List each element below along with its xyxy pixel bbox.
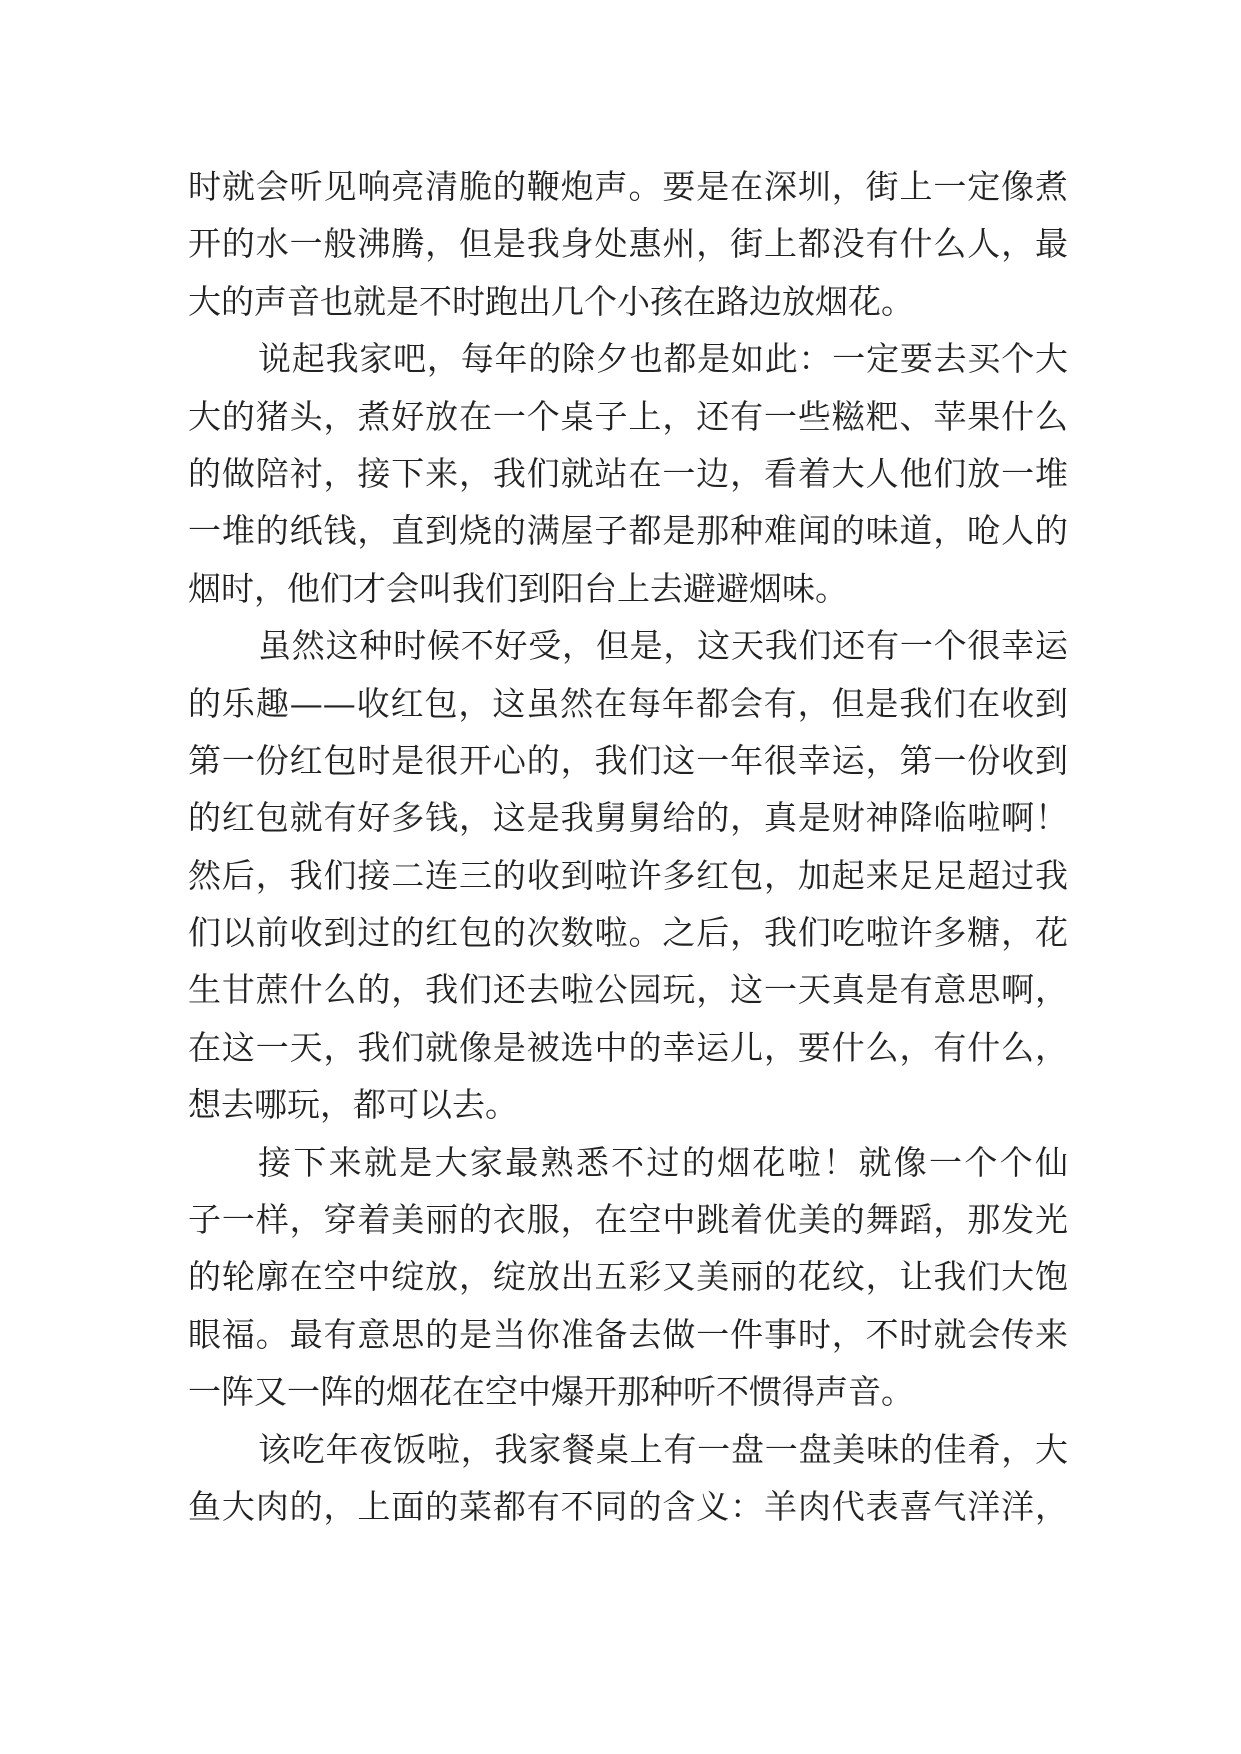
text-line: 第一份红包时是很开心的，我们这一年很幸运，第一份收到 [188,740,1068,780]
paragraph [188,617,1068,1134]
text-line: 的做陪衬，接下来，我们就站在一边，看着大人他们放一堆 [188,453,1068,493]
text-line: 大的声音也就是不时跑出几个小孩在路边放烟花。 [188,281,914,321]
text-line: 鱼大肉的，上面的菜都有不同的含义：羊肉代表喜气洋洋， [188,1486,1068,1526]
text-line: 大的猪头，煮好放在一个桌子上，还有一些糍粑、苹果什么 [188,396,1068,436]
text-line: 说起我家吧，每年的除夕也都是如此：一定要去买个大 [258,339,1068,379]
text-line: 在这一天，我们就像是被选中的幸运儿，要什么，有什么， [188,1027,1068,1067]
document-body [188,158,1068,1535]
text-line: 烟时，他们才会叫我们到阳台上去避避烟味。 [188,568,848,608]
text-line: 的乐趣——收红包，这虽然在每年都会有，但是我们在收到 [188,683,1068,723]
text-line: 虽然这种时候不好受，但是，这天我们还有一个很幸运 [258,626,1068,666]
text-line: 一阵又一阵的烟花在空中爆开那种听不惯得声音。 [188,1372,914,1412]
text-line: 时就会听见响亮清脆的鞭炮声。要是在深圳，街上一定像煮 [188,167,1068,206]
text-line: 开的水一般沸腾，但是我身处惠州，街上都没有什么人，最 [188,224,1068,264]
text-line: 的红包就有好多钱，这是我舅舅给的，真是财神降临啦啊！ [188,798,1068,838]
paragraph [188,330,1068,617]
text-line: 想去哪玩，都可以去。 [188,1085,518,1125]
text-line: 子一样，穿着美丽的衣服，在空中跳着优美的舞蹈，那发光 [188,1200,1068,1240]
text-line: 的轮廓在空中绽放，绽放出五彩又美丽的花纹，让我们大饱 [188,1257,1068,1297]
paragraph [188,1134,1068,1421]
text-line: 接下来就是大家最熟悉不过的烟花啦！就像一个个仙 [258,1142,1068,1182]
paragraph [188,158,1068,330]
text-line: 一堆的纸钱，直到烧的满屋子都是那种难闻的味道，呛人的 [188,511,1068,551]
text-line: 该吃年夜饭啦，我家餐桌上有一盘一盘美味的佳肴，大 [258,1429,1068,1469]
text-line: 们以前收到过的红包的次数啦。之后，我们吃啦许多糖，花 [188,913,1068,953]
text-line: 然后，我们接二连三的收到啦许多红包，加起来足足超过我 [188,855,1068,895]
text-line: 眼福。最有意思的是当你准备去做一件事时，不时就会传来 [188,1314,1068,1354]
text-line: 生甘蔗什么的，我们还去啦公园玩，这一天真是有意思啊， [188,970,1068,1010]
paragraph [188,1421,1068,1536]
